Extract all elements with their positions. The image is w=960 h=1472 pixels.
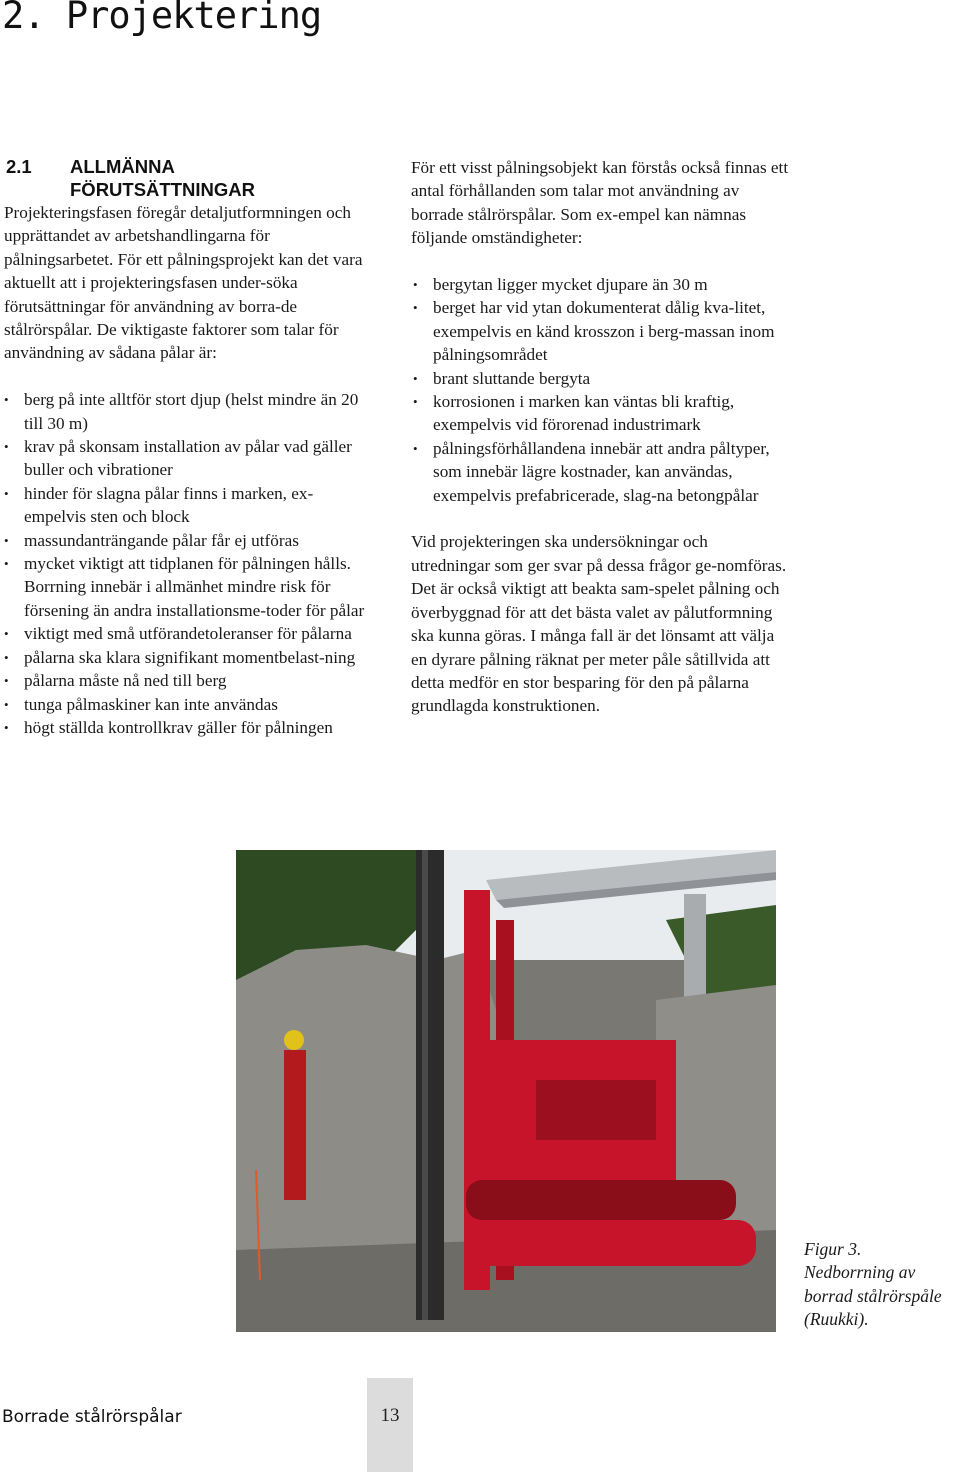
section-heading	[4, 156, 374, 201]
list-item: • massundanträngande pålar får ej utföras	[4, 529, 374, 552]
list-item: • pålarna måste nå ned till berg	[4, 669, 374, 692]
section-title-line1: ALLMÄNNA	[70, 156, 175, 177]
list-item: • tunga pålmaskiner kan inte användas	[4, 693, 374, 716]
list-item: • pålarna ska klara signifikant momentbelast-ning	[4, 646, 374, 669]
list-item: • bergytan ligger mycket djupare än 30 m	[411, 273, 791, 296]
right-column	[411, 156, 791, 718]
page-number: 13	[380, 1405, 400, 1426]
list-item: • berg på inte alltför stort djup (helst mindre än 20 till 30 m)	[4, 388, 374, 435]
list-item: • pålningsförhållandena innebär att andra påltyper, som innebär lägre kostnader, kan användas, exempelvis prefabricerade, slag-na betongpålar	[411, 437, 791, 507]
list-item: • hinder för slagna pålar finns i marken, ex-empelvis sten och block	[4, 482, 374, 529]
figure-caption: Figur 3. Nedborrning av borrad stålrörspåle (Ruukki).	[804, 1239, 942, 1330]
list-item: • mycket viktigt att tidplanen för pålningen hålls. Borrning innebär i allmänhet mindre risk för försening än andra installationsme-toder för pålar	[4, 552, 374, 622]
left-intro-paragraph: Projekteringsfasen föregår detaljutformningen och upprättandet av arbetshandlingarna för pålningsarbetet. För ett pålningsprojekt kan det vara aktuellt att i projekteringsfasen under-söka förutsättningar för användning av borra-de stålrörspålar. De viktigaste faktorer som talar för användning av sådana pålar är:	[4, 203, 363, 363]
list-item: • berget har vid ytan dokumenterat dålig kva-litet, exempelvis en känd krosszon i berg-massan inom pålningsområdet	[411, 296, 791, 366]
list-item: • brant sluttande bergyta	[411, 367, 791, 390]
section-number: 2.1	[6, 156, 32, 177]
worker	[284, 1050, 306, 1200]
right-closing-paragraph: Vid projekteringen ska undersökningar och utredningar som ger svar på dessa frågor ge-nomföras. Det är också viktigt att beakta sam-spelet pålning och överbyggnad för att det bästa valet av pålutformning ska kunna göras. I många fall är det lönsamt att välja en dyrare pålning räknat per meter påle såtillvida att detta medför en stor besparing för den på pålarna grundlagda konstruktionen.	[411, 532, 787, 716]
list-item: • viktigt med små utförandetoleranser för pålarna	[4, 622, 374, 645]
bridge-pillar	[684, 894, 706, 1004]
right-intro-paragraph: För ett visst pålningsobjekt kan förstås också finnas ett antal förhållanden som talar mot användning av borrade stålrörspålar. Som ex-empel kan nämnas följande omständigheter:	[411, 158, 789, 248]
rig-track	[466, 1180, 736, 1220]
list-item: • korrosionen i marken kan väntas bli kraftig, exempelvis vid förorenad industrimark	[411, 390, 791, 437]
drilling-rig-photo	[236, 850, 776, 1332]
section-title-line2: FÖRUTSÄTTNINGAR	[70, 178, 255, 200]
list-item: • högt ställda kontrollkrav gäller för pålningen	[4, 716, 374, 739]
list-item: • krav på skonsam installation av pålar vad gäller buller och vibrationer	[4, 435, 374, 482]
footer-publication-title: Borrade stålrörspålar	[2, 1407, 182, 1427]
page-number-box	[367, 1378, 413, 1472]
right-bullet-list	[411, 273, 791, 507]
drill-pipe	[416, 850, 444, 1320]
left-bullet-list	[4, 388, 374, 739]
left-column	[4, 156, 374, 739]
chapter-title: 2. Projektering	[2, 0, 322, 37]
